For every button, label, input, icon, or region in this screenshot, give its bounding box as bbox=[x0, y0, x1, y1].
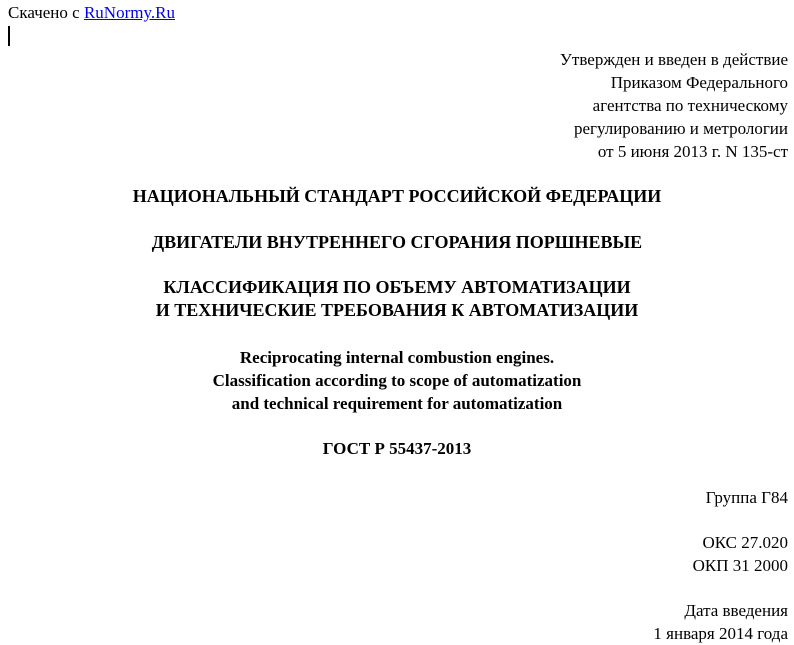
national-standard-title: НАЦИОНАЛЬНЫЙ СТАНДАРТ РОССИЙСКОЙ ФЕДЕРАЦИИ bbox=[132, 186, 662, 206]
approval-line: Утвержден и введен в действие bbox=[559, 50, 788, 69]
classification-codes bbox=[693, 531, 788, 577]
download-source-prefix: Скачено с bbox=[8, 3, 84, 22]
classification-title-line: И ТЕХНИЧЕСКИЕ ТРЕБОВАНИЯ К АВТОМАТИЗАЦИИ bbox=[155, 300, 639, 320]
effective-date-label: Дата введения bbox=[684, 601, 788, 620]
english-title bbox=[0, 346, 794, 415]
approval-block bbox=[458, 48, 788, 163]
english-title-line: Classification according to scope of automatization bbox=[212, 371, 582, 390]
okp-code: ОКП 31 2000 bbox=[692, 556, 788, 575]
oks-code: ОКС 27.020 bbox=[702, 533, 788, 552]
classification-title bbox=[0, 276, 794, 322]
runormy-link[interactable]: RuNormy.Ru bbox=[83, 3, 175, 22]
gost-number: ГОСТ Р 55437-2013 bbox=[322, 439, 472, 458]
effective-date-block bbox=[653, 599, 788, 645]
approval-line: агентства по техническому bbox=[592, 96, 788, 115]
text-cursor bbox=[8, 26, 10, 46]
approval-line: от 5 июня 2013 г. N 135-ст bbox=[597, 142, 788, 161]
approval-line: регулированию и метрологии bbox=[573, 119, 788, 138]
effective-date-value: 1 января 2014 года bbox=[653, 624, 788, 643]
english-title-line: Reciprocating internal combustion engines. bbox=[239, 348, 555, 367]
english-title-line: and technical requirement for automatization bbox=[231, 394, 563, 413]
group-code: Группа Г84 bbox=[705, 488, 788, 507]
engine-title: ДВИГАТЕЛИ ВНУТРЕННЕГО СГОРАНИЯ ПОРШНЕВЫЕ bbox=[151, 232, 643, 252]
download-source-line bbox=[8, 3, 175, 23]
classification-title-line: КЛАССИФИКАЦИЯ ПО ОБЪЕМУ АВТОМАТИЗАЦИИ bbox=[163, 277, 631, 297]
approval-line: Приказом Федерального bbox=[610, 73, 788, 92]
